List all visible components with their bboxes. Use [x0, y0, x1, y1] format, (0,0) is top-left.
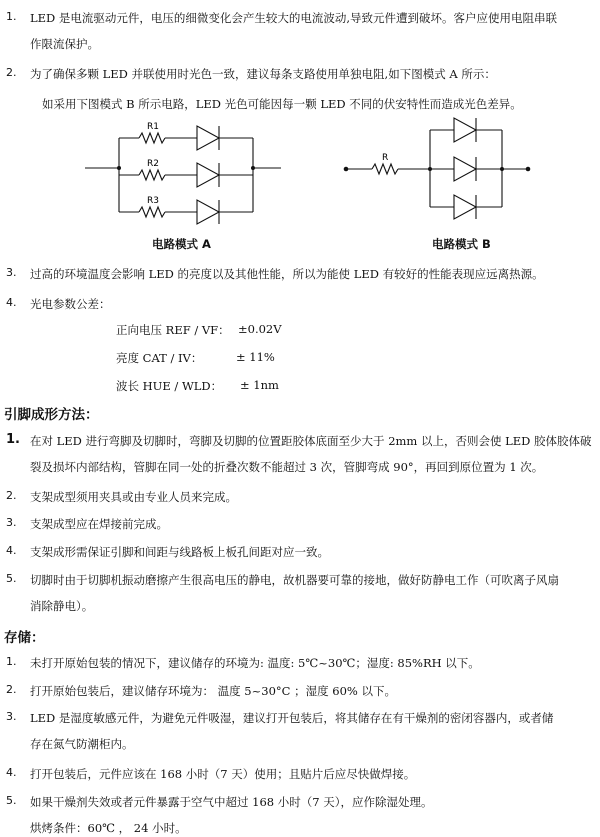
note-2-line-1: 为了确保多颗 LED 并联使用时光色一致，建议每条支路使用单独电阻,如下图模式 A 所示： — [30, 67, 496, 81]
storage-item-5-line-1: 如果干燥剂失效或者元件暴露于空气中超过 168 小时（7 天），应作除湿处理。 — [30, 795, 433, 809]
circuit-b-diagram — [342, 112, 532, 224]
resistor-r3-label: R3 — [147, 196, 159, 206]
note-1-line-1: LED 是电流驱动元件，电压的细微变化会产生较大的电流波动,导致元件遭到破坏。客户应使用电阻串联 — [30, 11, 558, 25]
note-1-number: 1. — [6, 10, 17, 23]
storage-heading: 存储： — [4, 630, 45, 646]
note-4-number: 4. — [6, 296, 17, 309]
storage-item-1-number: 1. — [6, 655, 17, 668]
note-2-number: 2. — [6, 66, 17, 79]
note-4-line-1: 光电参数公差： — [30, 297, 111, 311]
forming-item-1-line-1: 在对 LED 进行弯脚及切脚时，弯脚及切脚的位置距胶体底面至少大于 2mm 以上，否则会使 LED 胶体胶体破 — [30, 434, 592, 448]
circuit-a-caption: 电路模式 A — [152, 237, 211, 251]
note-3-line-1: 过高的环境温度会影响 LED 的亮度以及其他性能，所以为能使 LED 有较好的性能表现应远离热源。 — [30, 267, 544, 281]
circuit-a-branch-3 — [119, 200, 253, 224]
note-3-number: 3. — [6, 266, 17, 279]
circuit-b-led-3 — [430, 195, 502, 219]
circuit-a-branch-1 — [119, 126, 253, 150]
forming-item-4-number: 4. — [6, 544, 17, 557]
forming-item-4-line-1: 支架成形需保证引脚和间距与线路板上板孔间距对应一致。 — [30, 545, 329, 559]
storage-item-3-line-2: 存在氮气防潮柜内。 — [30, 737, 134, 751]
circuit-b-terminal-right — [526, 167, 531, 172]
circuit-b-junction-right — [500, 167, 504, 171]
forming-heading: 引脚成形方法： — [4, 407, 99, 423]
tolerance-wld-label: 波长 HUE / WLD： — [116, 379, 223, 393]
circuit-b-terminal-left — [344, 167, 349, 172]
forming-item-3-number: 3. — [6, 516, 17, 529]
forming-item-2-line-1: 支架成型须用夹具或由专业人员来完成。 — [30, 490, 237, 504]
tolerance-vf-value: ±0.02V — [238, 322, 282, 336]
circuit-b-resistor — [372, 164, 398, 174]
circuit-a-branch-2 — [119, 163, 253, 187]
forming-item-1-number: 1. — [6, 432, 20, 447]
storage-item-3-line-1: LED 是湿度敏感元件，为避免元件吸湿，建议打开包装后，将其储存在有干燥剂的密闭容器内，或者储 — [30, 711, 554, 725]
forming-item-5-line-1: 切脚时由于切脚机振动磨擦产生很高电压的静电，故机器要可靠的接地，做好防静电工作（可吹离子风扇 — [30, 573, 559, 587]
storage-item-5-number: 5. — [6, 794, 17, 807]
resistor-r-label: R — [382, 153, 389, 163]
circuit-b-led-2 — [430, 157, 502, 181]
storage-item-3-number: 3. — [6, 710, 17, 723]
storage-item-4-number: 4. — [6, 766, 17, 779]
tolerance-iv-value: ± 11% — [236, 350, 275, 364]
circuit-a-junction-right — [251, 166, 255, 170]
resistor-r2-label: R2 — [147, 159, 159, 169]
note-1-line-2: 作限流保护。 — [30, 37, 99, 51]
forming-item-5-number: 5. — [6, 572, 17, 585]
storage-item-5-line-2: 烘烤条件：60℃ ， 24 小时。 — [30, 821, 187, 835]
forming-item-5-line-2: 消除静电）。 — [30, 599, 94, 613]
storage-item-1-line-1: 未打开原始包装的情况下，建议储存的环境为: 温度: 5℃~30℃；湿度: 85%RH 以下。 — [30, 656, 480, 670]
forming-item-1-line-2: 裂及损坏内部结构，管脚在同一处的折叠次数不能超过 3 次，管脚弯成 90°，再回到原位置为 1 次。 — [30, 460, 544, 474]
tolerance-iv-label: 亮度 CAT / IV： — [116, 351, 203, 365]
circuit-b-caption: 电路模式 B — [432, 237, 491, 251]
tolerance-wld-value: ± 1nm — [240, 378, 279, 392]
circuit-b-led-1 — [430, 118, 502, 142]
circuit-a-junction-left — [117, 166, 121, 170]
resistor-r1-label: R1 — [147, 122, 159, 132]
forming-item-3-line-1: 支架成型应在焊接前完成。 — [30, 517, 168, 531]
circuit-b-junction-left — [428, 167, 432, 171]
storage-item-2-number: 2. — [6, 683, 17, 696]
circuit-a-diagram — [85, 118, 285, 230]
storage-item-4-line-1: 打开包装后，元件应该在 168 小时（7 天）使用；且贴片后应尽快做焊接。 — [30, 767, 416, 781]
forming-item-2-number: 2. — [6, 489, 17, 502]
tolerance-vf-label: 正向电压 REF / VF： — [116, 323, 230, 337]
storage-item-2-line-1: 打开原始包装后，建议储存环境为： 温度 5~30°C ；湿度 60% 以下。 — [30, 684, 396, 698]
note-2-line-2: 如采用下图模式 B 所示电路，LED 光色可能因每一颗 LED 不同的伏安特性而造成光色差异。 — [42, 97, 522, 111]
